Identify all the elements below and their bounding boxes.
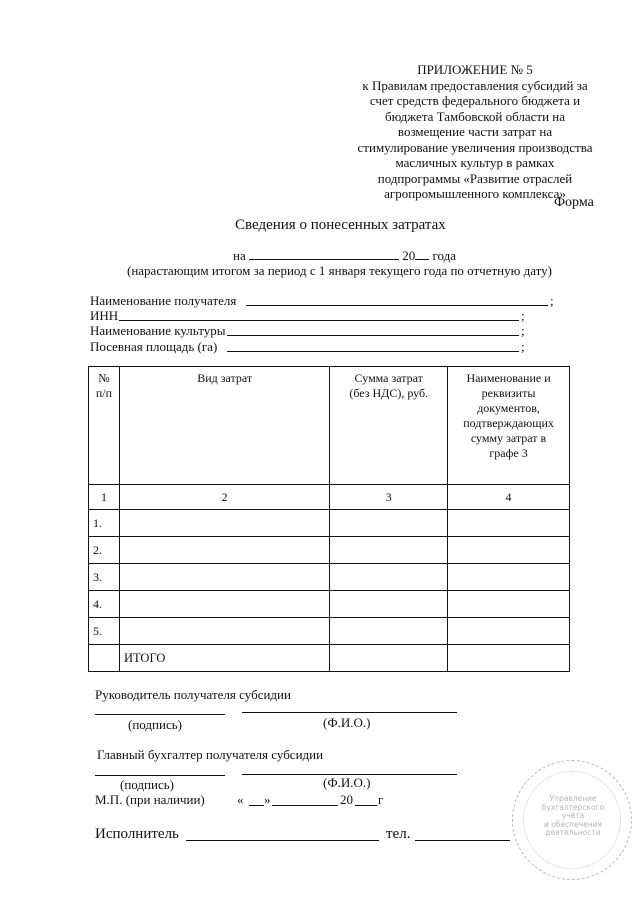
header-text: графе 3 — [489, 446, 528, 460]
header-text: п/п — [95, 386, 113, 400]
appendix-line: стимулирование увеличения производства — [357, 139, 593, 155]
field-terminator: ; — [521, 308, 525, 323]
date-line — [233, 247, 456, 264]
date-blank[interactable] — [249, 247, 399, 260]
row-number: 1. — [89, 510, 120, 537]
head-name-line[interactable] — [242, 712, 457, 713]
month-blank[interactable] — [272, 805, 338, 806]
area-input-line[interactable] — [227, 351, 519, 352]
form-label: Форма — [554, 195, 594, 210]
row-number: 2. — [89, 537, 120, 564]
total-row — [89, 645, 570, 672]
cost-amount-cell[interactable] — [330, 564, 448, 591]
cost-amount-cell[interactable] — [330, 591, 448, 618]
total-amount-cell[interactable] — [330, 645, 448, 672]
documents-cell[interactable] — [448, 537, 570, 564]
column-number: 3 — [330, 485, 448, 510]
appendix-line: бюджета Тамбовской области на — [384, 108, 566, 124]
sign-year-blank[interactable] — [355, 805, 377, 806]
field-terminator: ; — [521, 339, 525, 354]
stamp-line: учёта — [561, 811, 585, 820]
cost-type-cell[interactable] — [119, 510, 329, 537]
appendix-line: возмещение части затрат на — [397, 124, 553, 139]
period-note: (нарастающим итогом за период с 1 января текущего года по отчетную дату) — [127, 263, 552, 278]
column-number: 4 — [448, 485, 570, 510]
header-text: документов, — [477, 401, 540, 415]
header-text: Наименование и — [466, 371, 551, 385]
field-terminator: ; — [550, 293, 554, 308]
seal-label: М.П. (при наличии) — [95, 792, 205, 807]
cost-amount-cell[interactable] — [330, 510, 448, 537]
cost-type-cell[interactable] — [119, 537, 329, 564]
header-text: сумму затрат в — [470, 431, 547, 445]
column-number: 2 — [119, 485, 329, 510]
recipient-label: Наименование получателя — [90, 293, 237, 308]
header-text: подтверждающих — [463, 416, 554, 430]
crop-input-line[interactable] — [227, 335, 519, 336]
documents-cell[interactable] — [448, 618, 570, 645]
accountant-signature-line[interactable] — [95, 775, 225, 776]
date-prefix: на — [233, 248, 246, 263]
area-label: Посевная площадь (га) — [90, 339, 218, 354]
table-row — [89, 591, 570, 618]
header-text: Вид затрат — [197, 371, 253, 385]
stamp-line: Управление — [549, 794, 597, 803]
phone-label: тел. — [386, 826, 411, 842]
row-number: 4. — [89, 591, 120, 618]
stamp-line: деятельности — [545, 828, 601, 837]
seal-stamp — [512, 760, 632, 880]
column-number-row — [89, 485, 570, 510]
date-suffix: года — [432, 248, 457, 263]
header-text: Сумма затрат — [354, 371, 423, 385]
date-year-prefix: 20 — [402, 248, 416, 263]
phone-input-line[interactable] — [415, 840, 510, 841]
column-number: 1 — [89, 485, 120, 510]
seal-stamp-text — [535, 795, 611, 838]
executor-input-line[interactable] — [186, 840, 379, 841]
row-number: 3. — [89, 564, 120, 591]
header-text: (без НДС), руб. — [349, 386, 429, 400]
cost-type-cell[interactable] — [119, 591, 329, 618]
cost-amount-cell[interactable] — [330, 537, 448, 564]
documents-cell[interactable] — [448, 564, 570, 591]
appendix-line: ПРИЛОЖЕНИЕ № 5 — [417, 62, 533, 77]
name-caption: (Ф.И.О.) — [323, 715, 371, 730]
appendix-line: масличных культур в рамках — [395, 155, 555, 170]
accountant-label: Главный бухгалтер получателя субсидии — [97, 747, 324, 762]
sign-year-prefix: 20 — [340, 792, 353, 807]
table-row — [89, 510, 570, 537]
table-row — [89, 537, 570, 564]
recipient-input-line[interactable] — [246, 305, 548, 306]
stamp-line: и обеспечения — [543, 819, 603, 829]
executor-label: Исполнитель — [95, 826, 179, 842]
stamp-line: бухгалтерского — [541, 802, 605, 812]
date-open-quote: « — [237, 792, 244, 807]
year-blank[interactable] — [415, 247, 429, 260]
table-row — [89, 564, 570, 591]
document-title: Сведения о понесенных затратах — [235, 217, 446, 233]
header-text: № — [98, 371, 110, 385]
row-number: 5. — [89, 618, 120, 645]
field-terminator: ; — [521, 323, 525, 338]
appendix-line: к Правилам предоставления субсидий за — [362, 77, 588, 93]
header-documents — [448, 367, 570, 485]
crop-label: Наименование культуры — [90, 323, 226, 338]
name-caption: (Ф.И.О.) — [323, 775, 371, 790]
appendix-line: подпрограммы «Развитие отраслей — [377, 170, 573, 186]
date-close-quote: » — [264, 792, 271, 807]
signature-caption: (подпись) — [128, 717, 182, 732]
table-header-row — [89, 367, 570, 485]
cost-amount-cell[interactable] — [330, 618, 448, 645]
table-row — [89, 618, 570, 645]
day-blank[interactable] — [249, 805, 264, 806]
head-label: Руководитель получателя субсидии — [95, 687, 291, 702]
header-cost-type — [119, 367, 329, 485]
total-documents-cell[interactable] — [448, 645, 570, 672]
inn-label: ИНН — [90, 308, 119, 323]
costs-table — [88, 366, 570, 672]
head-signature-line[interactable] — [95, 714, 225, 715]
inn-input-line[interactable] — [119, 320, 519, 321]
total-label: ИТОГО — [119, 645, 329, 672]
header-cost-amount — [330, 367, 448, 485]
appendix-header — [340, 62, 610, 202]
total-number-cell — [89, 645, 120, 672]
documents-cell[interactable] — [448, 591, 570, 618]
signature-caption: (подпись) — [120, 777, 174, 792]
cost-type-cell[interactable] — [119, 618, 329, 645]
documents-cell[interactable] — [448, 510, 570, 537]
appendix-line: счет средств федерального бюджета и — [369, 93, 581, 108]
header-text: реквизиты — [481, 386, 536, 400]
header-number — [89, 367, 120, 485]
cost-type-cell[interactable] — [119, 564, 329, 591]
sign-year-suffix: г — [378, 792, 384, 807]
appendix-line: агропромышленного комплекса» — [384, 186, 566, 201]
